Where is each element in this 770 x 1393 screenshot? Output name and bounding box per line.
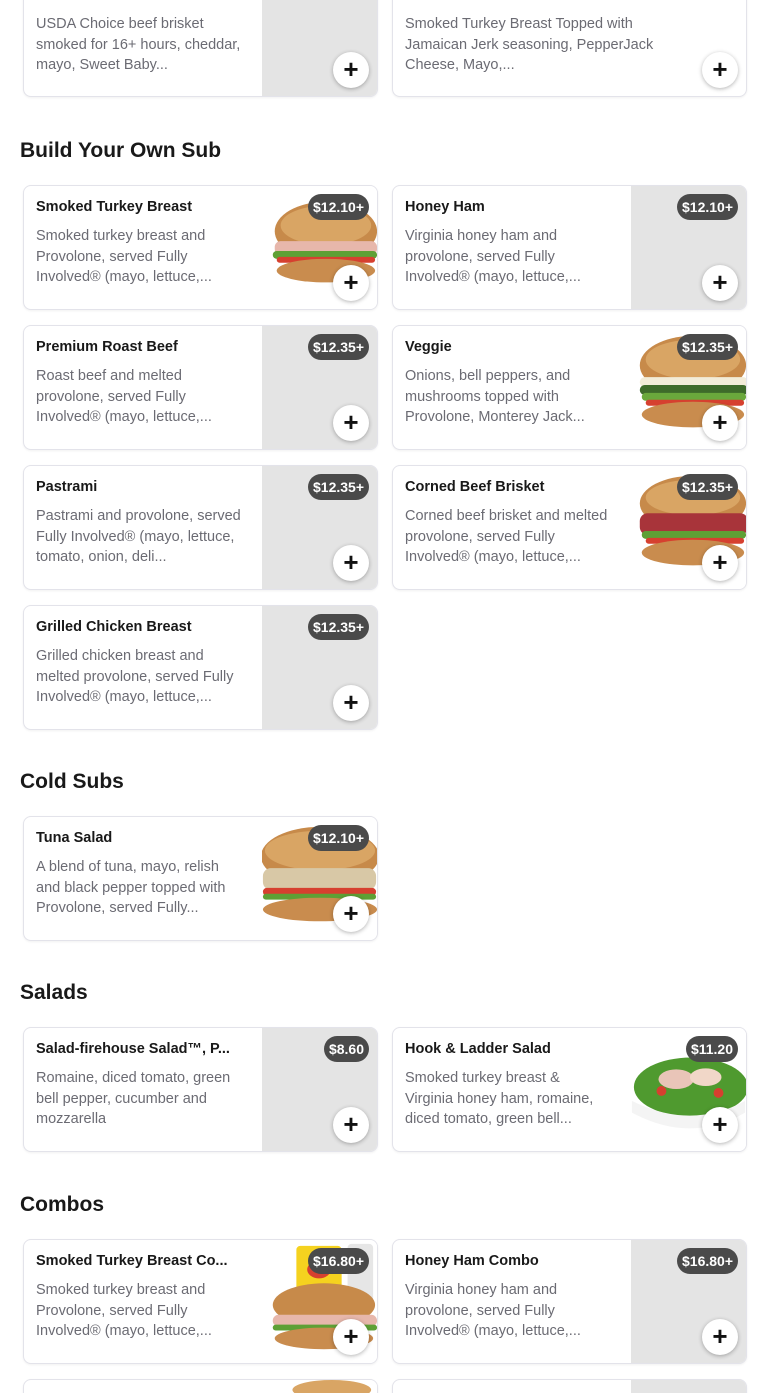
plus-icon: + [343, 407, 359, 437]
plus-icon: + [712, 267, 728, 297]
plus-icon: + [343, 898, 359, 928]
menu-item-card[interactable] [23, 185, 378, 310]
item-name: Corned Beef Brisket [405, 479, 545, 495]
price-badge: $12.10+ [308, 825, 369, 851]
price-badge: $12.10+ [308, 194, 369, 220]
item-description: Smoked turkey breast and Provolone, served Fully Involved® (mayo, lettuce,... [36, 228, 212, 285]
menu-item-card[interactable] [23, 605, 378, 730]
add-item-button[interactable] [333, 405, 369, 441]
section-title-build-your-own-sub: Build Your Own Sub [20, 139, 222, 162]
section-title-combos: Combos [20, 1193, 104, 1216]
item-name: Tuna Salad [36, 830, 113, 846]
price-badge: $16.80+ [677, 1248, 738, 1274]
item-description: Corned beef brisket and melted provolone, served Fully Involved® (mayo, lettuce,... [405, 508, 608, 565]
plus-icon: + [343, 1321, 359, 1351]
price-badge: $12.35+ [308, 614, 369, 640]
price-badge: $8.60 [324, 1036, 369, 1062]
item-name: Pastrami [36, 479, 98, 495]
item-description: Grilled chicken breast and melted provolone, served Fully Involved® (mayo, lettuce,... [36, 648, 234, 705]
plus-icon: + [343, 267, 359, 297]
add-item-button[interactable] [333, 1319, 369, 1355]
item-name: Salad-firehouse Salad™, P... [36, 1041, 230, 1057]
item-name: Veggie [405, 339, 452, 355]
menu-item-card[interactable] [23, 816, 378, 941]
item-description: Romaine, diced tomato, green bell pepper, cucumber and mozzarella [36, 1070, 231, 1127]
item-name: Grilled Chicken Breast [36, 619, 192, 635]
item-description: A blend of tuna, mayo, relish and black pepper topped with Provolone, served Fully... [36, 859, 226, 916]
item-description: Smoked turkey breast & Virginia honey ham, romaine, diced tomato, green bell... [405, 1070, 594, 1127]
item-description: Virginia honey ham and provolone, served Fully Involved® (mayo, lettuce,... [405, 1282, 581, 1339]
item-description: Smoked turkey breast and Provolone, served Fully Involved® (mayo, lettuce,... [36, 1282, 212, 1339]
plus-icon: + [712, 1109, 728, 1139]
menu-item-card[interactable] [23, 1027, 378, 1152]
item-name: Hook & Ladder Salad [405, 1041, 551, 1057]
price-badge: $12.35+ [677, 474, 738, 500]
item-name: Smoked Turkey Breast [36, 199, 193, 215]
menu-item-card[interactable] [23, 325, 378, 450]
plus-icon: + [712, 54, 728, 84]
item-name: Smoked Turkey Breast Co... [36, 1253, 228, 1269]
add-item-button[interactable] [702, 405, 738, 441]
menu-item-card[interactable] [392, 1027, 747, 1152]
add-item-button[interactable] [333, 545, 369, 581]
add-item-button[interactable] [702, 52, 738, 88]
item-name: Premium Roast Beef [36, 339, 178, 355]
item-image [262, 1380, 377, 1393]
item-name: Honey Ham [405, 199, 485, 215]
section-title-salads: Salads [20, 981, 88, 1004]
menu-item-card[interactable] [23, 1239, 378, 1364]
add-item-button[interactable] [333, 896, 369, 932]
price-badge: $12.10+ [677, 194, 738, 220]
add-item-button[interactable] [333, 685, 369, 721]
item-image-placeholder [631, 1380, 746, 1393]
item-name: Honey Ham Combo [405, 1253, 539, 1269]
item-description: Roast beef and melted provolone, served Fully Involved® (mayo, lettuce,... [36, 368, 212, 425]
price-badge: $12.35+ [308, 334, 369, 360]
item-description: Smoked Turkey Breast Topped with Jamaican Jerk seasoning, PepperJack Cheese, Mayo,... [405, 16, 654, 73]
section-title-cold-subs: Cold Subs [20, 770, 124, 793]
add-item-button[interactable] [333, 265, 369, 301]
add-item-button[interactable] [702, 1319, 738, 1355]
plus-icon: + [712, 407, 728, 437]
menu-item-card[interactable] [23, 465, 378, 590]
menu-item-card[interactable] [392, 1379, 747, 1393]
plus-icon: + [712, 547, 728, 577]
plus-icon: + [343, 547, 359, 577]
plus-icon: + [343, 1109, 359, 1139]
add-item-button[interactable] [702, 1107, 738, 1143]
item-description: Virginia honey ham and provolone, served Fully Involved® (mayo, lettuce,... [405, 228, 581, 285]
item-description: Pastrami and provolone, served Fully Involved® (mayo, lettuce, tomato, onion, deli... [36, 508, 241, 565]
menu-item-card[interactable] [392, 465, 747, 590]
menu-item-card[interactable] [392, 0, 747, 97]
item-description: USDA Choice beef brisket smoked for 16+ hours, cheddar, mayo, Sweet Baby... [36, 16, 241, 73]
item-description: Onions, bell peppers, and mushrooms topped with Provolone, Monterey Jack... [405, 368, 585, 425]
plus-icon: + [343, 687, 359, 717]
price-badge: $16.80+ [308, 1248, 369, 1274]
add-item-button[interactable] [333, 1107, 369, 1143]
add-item-button[interactable] [702, 545, 738, 581]
price-badge: $11.20 [686, 1036, 738, 1062]
add-item-button[interactable] [702, 265, 738, 301]
menu-item-card[interactable] [392, 1239, 747, 1364]
price-badge: $12.35+ [308, 474, 369, 500]
menu-item-card[interactable] [23, 0, 378, 97]
menu-item-card[interactable] [23, 1379, 378, 1393]
menu-item-card[interactable] [392, 185, 747, 310]
plus-icon: + [343, 54, 359, 84]
menu-item-card[interactable] [392, 325, 747, 450]
price-badge: $12.35+ [677, 334, 738, 360]
plus-icon: + [712, 1321, 728, 1351]
add-item-button[interactable] [333, 52, 369, 88]
